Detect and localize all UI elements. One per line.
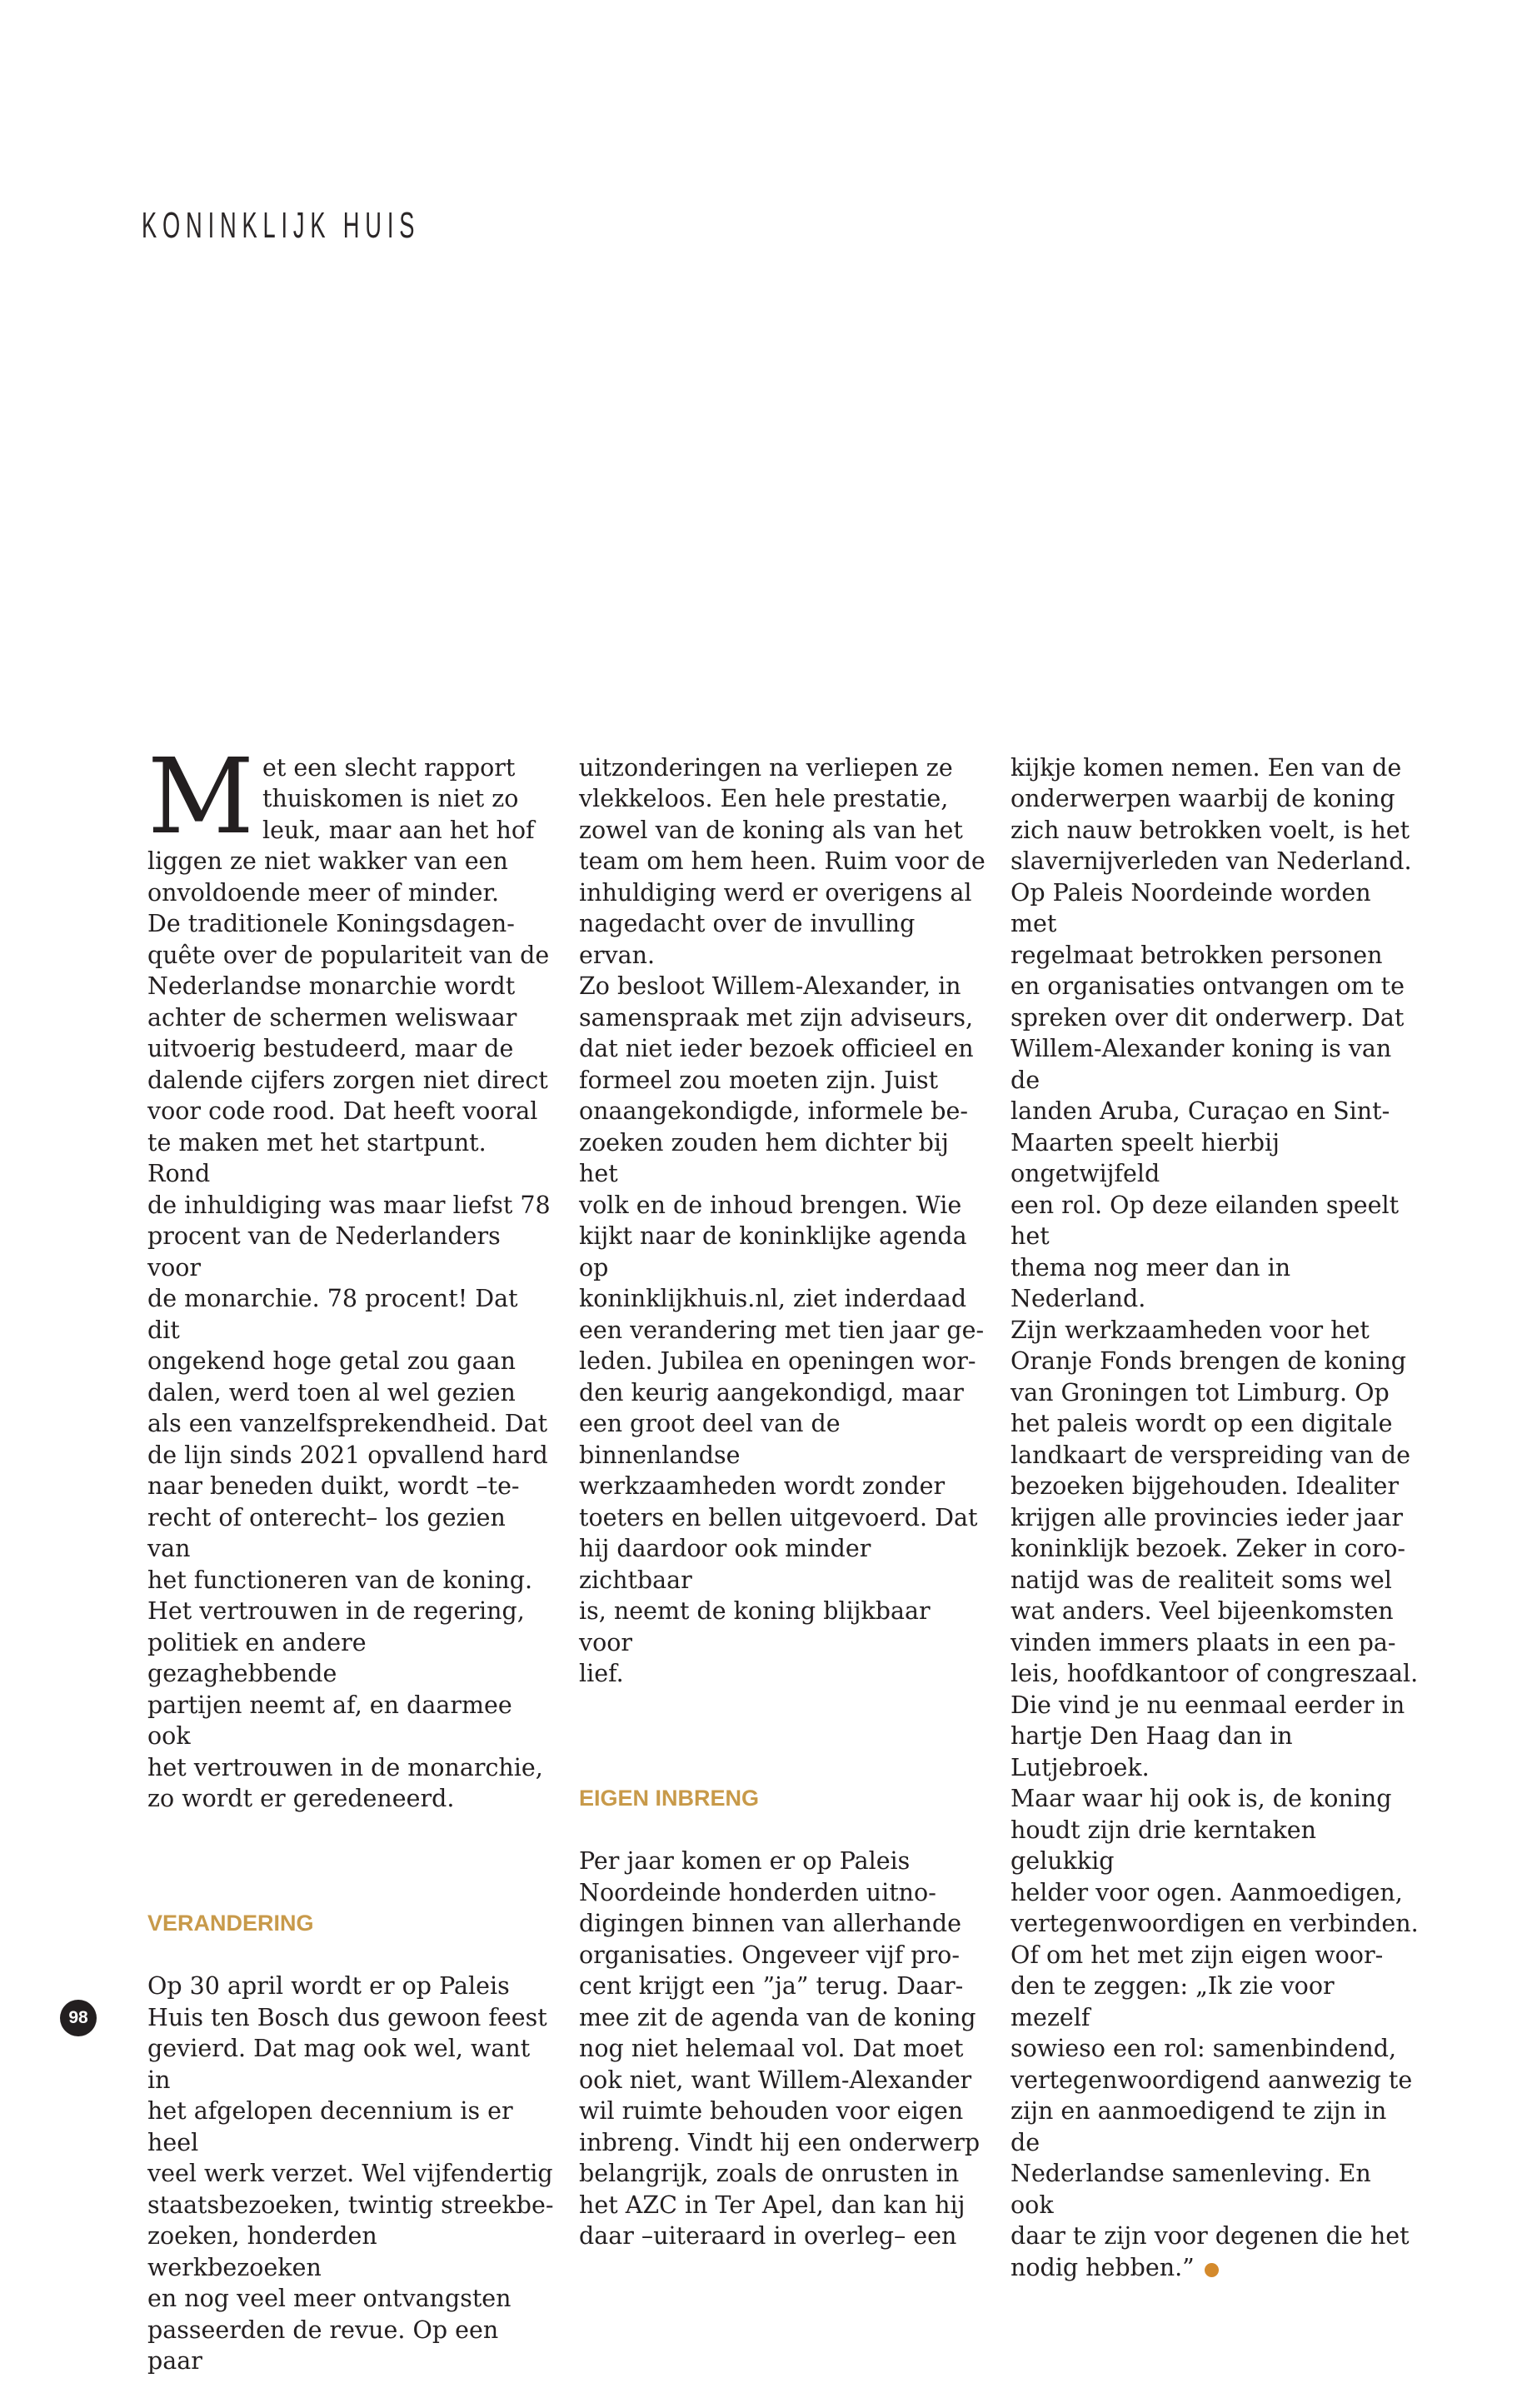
column-3-text: kijkje komen nemen. Een van de onderwerpen waarbij de koning zich nauw betrokken voelt, is het slavernijverleden van Nederland. Op Paleis Noordeinde worden met regelmaat betrokken personen en organisaties ontvangen om te spreken over dit onderwerp. Dat Willem-Alexander koning is van de landen Aruba, Curaçao en Sint- Maarten speelt hierbij ongetwijfeld een rol. Op deze eilanden speelt het thema nog meer dan in Nederland. Zijn werkzaamheden voor het Oranje Fonds brengen de koning van Groningen tot Limburg. Op het paleis wordt op een digitale landkaart de verspreiding van de bezoeken bijgehouden. Idealiter krijgen alle provincies ieder jaar koninklijk bezoek. Zeker in coro- natijd was de realiteit soms wel wat anders. Veel bijeenkomsten vinden immers plaats in een pa- leis, hoofdkantoor of congreszaal. Die vind je nu eenmaal eerder in hartje Den Haag dan in Lutjebroek. Maar waar hij ook is, de koning houdt zijn drie kerntaken gelukkig helder voor ogen. Aanmoedigen, vertegenwoordigen en verbinden. Of om het met zijn eigen woor- den te zeggen: „Ik zie voor mezelf sowieso een rol: samenbindend, vertegenwoordigend aanwezig te zijn en aanmoedigend te zijn in de Nederlandse samenleving. En ook daar te zijn voor degenen die het nodig hebben.” xyxy=(1011,753,1419,2281)
intro-paragraph xyxy=(147,736,556,1815)
heading-verandering: VERANDERING xyxy=(147,1911,314,1936)
page-number: 98 xyxy=(60,2000,97,2036)
verandering-paragraph: Op 30 april wordt er op Paleis Huis ten Bosch dus gewoon feest gevierd. Dat mag ook wel, want in het afgelopen decennium is er heel veel werk verzet. Wel vijfendertig staatsbezoeken, twintig streekbe- zoeken, honderden werkbezoeken en nog veel meer ontvangsten passeerden de revue. Op een paar xyxy=(147,1972,554,2375)
eigen-inbreng-paragraph: Per jaar komen er op Paleis Noordeinde honderden uitno- digingen binnen van allerhande organisaties. Ongeveer vijf pro- cent krijgt een ”ja” terug. Daar- mee zit de agenda van de koning nog niet helemaal vol. Dat moet ook niet, want Willem-Alexander wil ruimte behouden voor eigen inbreng. Vindt hij een onderwerp belangrijk, zoals de onrusten in het AZC in Ter Apel, dan kan hij daar –uiteraard in overleg– een xyxy=(579,1847,981,2250)
intro-text: et een slecht rapport thuiskomen is niet zo leuk, maar aan het hof liggen ze niet wakker van een onvoldoende meer of minder. De traditionele Koningsdagen- quête over de populariteit van de Nederlandse monarchie wordt achter de schermen weliswaar uitvoerig bestudeerd, maar de dalende cijfers zorgen niet direct voor code rood. Dat heeft vooral te maken met het startpunt. Rond de inhuldiging was maar liefst 78 procent van de Nederlanders voor de monarchie. 78 procent! Dat dit ongekend hoge getal zou gaan dalen, werd toen al wel gezien als een vanzelfsprekendheid. Dat de lijn sinds 2021 opvallend hard naar beneden duikt, wordt –te- recht of onterecht– los gezien van het functioneren van de koning. Het vertrouwen in de regering, politiek en andere gezaghebbende partijen neemt af, en daarmee ook het vertrouwen in de monarchie, zo wordt er geredeneerd. xyxy=(147,753,551,1812)
column-2-paragraph: uitzonderingen na verliepen ze vlekkeloos. Een hele prestatie, zowel van de koning als van het team om hem heen. Ruim voor de inhuldiging werd er overigens al nagedacht over de invulling ervan. Zo besloot Willem-Alexander, in samenspraak met zijn adviseurs, dat niet ieder bezoek officieel en formeel zou moeten zijn. Juist onaangekondigde, informele be- zoeken zouden hem dichter bij het volk en de inhoud brengen. Wie kijkt naar de koninklijke agenda op koninklijkhuis.nl, ziet inderdaad een verandering met tien jaar ge- leden. Jubilea en openingen wor- den keurig aangekondigd, maar een groot deel van de binnenlandse werkzaamheden wordt zonder toeters en bellen uitgevoerd. Dat hij daardoor ook minder zichtbaar is, neemt de koning blijkbaar voor lief. xyxy=(579,753,986,1687)
section-label: KONINKLIJK HUIS xyxy=(142,205,421,246)
column-3-paragraph xyxy=(1011,752,1419,2284)
heading-eigen-inbreng: EIGEN INBRENG xyxy=(579,1786,760,1811)
article-column-2 xyxy=(579,721,987,2283)
drop-cap: M xyxy=(147,736,254,857)
end-of-article-dot-icon xyxy=(1205,2263,1219,2277)
article-column-1 xyxy=(147,721,556,2408)
article-column-3 xyxy=(1011,721,1419,2315)
